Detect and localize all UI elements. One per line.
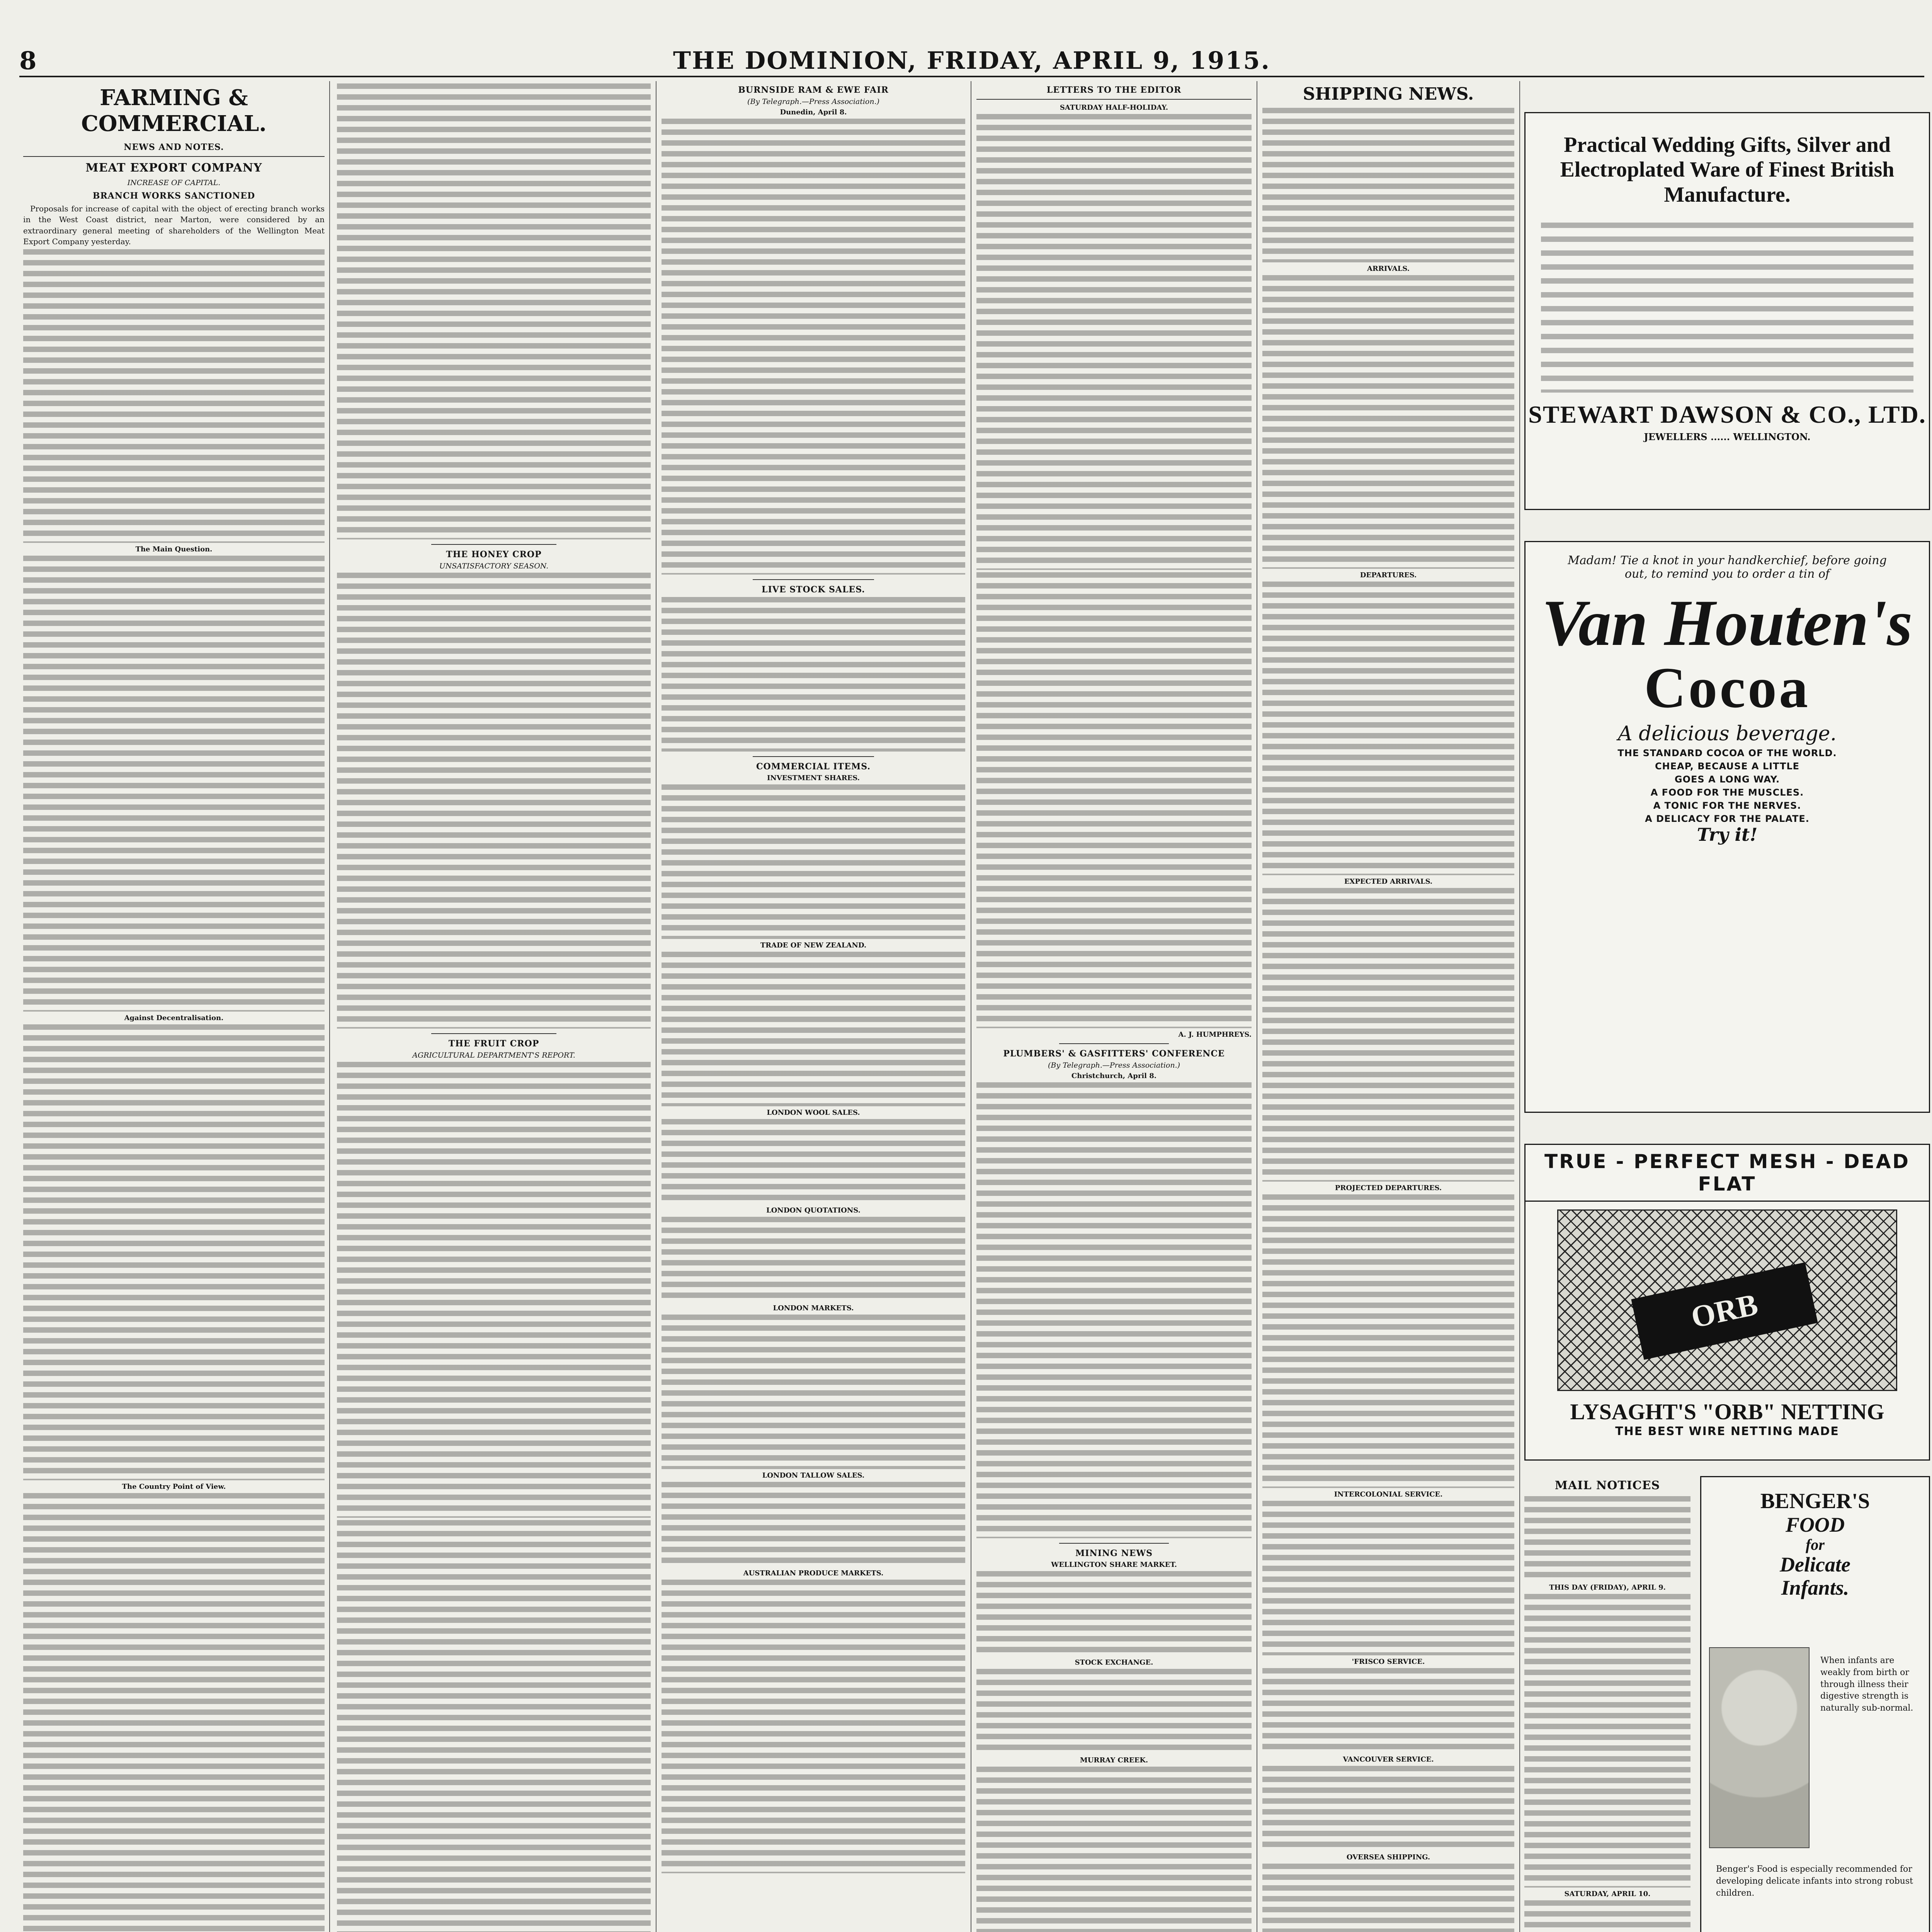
section-title: FARMING & COMMERCIAL. <box>81 85 267 137</box>
subheadline: SATURDAY, APRIL 10. <box>1564 1889 1651 1898</box>
headline: PLUMBERS' & GASFITTERS' CONFERENCE <box>1003 1049 1225 1059</box>
subheadline: UNSATISFACTORY SEASON. <box>439 562 549 570</box>
article-text <box>337 83 651 539</box>
article-text <box>662 119 965 575</box>
ad-line: THE STANDARD COCOA OF THE WORLD. <box>1617 748 1837 759</box>
ad-line: CHEAP, BECAUSE A LITTLE <box>1655 761 1800 772</box>
nurse-illustration <box>1709 1647 1810 1848</box>
ad-line: GOES A LONG WAY. <box>1674 774 1780 785</box>
headline: LIVE STOCK SALES. <box>762 585 865 595</box>
tide-table <box>1262 108 1514 262</box>
headline: COMMERCIAL ITEMS. <box>756 762 871 772</box>
letter-text <box>976 114 1252 570</box>
column-letters <box>976 81 1252 1932</box>
headline: THE FRUIT CROP <box>448 1039 539 1049</box>
article-text <box>23 249 325 543</box>
subheadline: WELLINGTON SHARE MARKET. <box>1051 1561 1177 1569</box>
subheadline: LONDON WOOL SALES. <box>767 1109 860 1117</box>
subheadline: LONDON QUOTATIONS. <box>766 1206 861 1214</box>
masthead-rule <box>19 76 1924 77</box>
subheadline: MURRAY CREEK. <box>1080 1756 1148 1764</box>
mail-list <box>1524 1594 1690 1888</box>
ad-body-text <box>1541 223 1913 393</box>
subheadline: PROJECTED DEPARTURES. <box>1335 1184 1442 1192</box>
ad-line: A DELICACY FOR THE PALATE. <box>1645 813 1810 824</box>
share-list <box>662 784 965 939</box>
byline: (By Telegraph.—Press Association.) <box>747 97 880 106</box>
ad-call-to-action: Try it! <box>1697 824 1758 845</box>
article-lead: Proposals for increase of capital with the object of erecting branch works in the West Coast district, near Marton, were considered by an extraordinary general meeting of shareholders of the Wellington Meat Export Company yesterday. <box>23 204 325 247</box>
masthead <box>19 46 1924 73</box>
ad-brand: STEWART DAWSON & CO., LTD. <box>1528 401 1926 429</box>
ad-tagline: A delicious beverage. <box>1618 722 1837 745</box>
article-text <box>976 1669 1252 1754</box>
letter-text <box>976 572 1252 1028</box>
orb-logo: ORB <box>1631 1262 1818 1360</box>
subheadline: INVESTMENT SHARES. <box>767 774 860 782</box>
article-text <box>23 556 325 1012</box>
headline: THE HONEY CROP <box>446 549 542 560</box>
headline: SHIPPING NEWS. <box>1303 84 1474 104</box>
ad-headline: TRUE - PERFECT MESH - DEAD FLAT <box>1526 1145 1929 1202</box>
subheadline: ARRIVALS. <box>1367 265 1410 273</box>
newspaper-title: THE DOMINION, FRIDAY, APRIL 9, 1915. <box>673 46 1271 75</box>
headline: MAIL NOTICES <box>1554 1479 1660 1492</box>
shipping-list <box>1262 582 1514 875</box>
ad-script: Madam! Tie a knot in your handkerchief, before going out, to remind you to order a tin of <box>1568 554 1887 581</box>
column-commercial <box>662 81 965 1932</box>
subheadline: THIS DAY (FRIDAY), APRIL 9. <box>1549 1583 1666 1592</box>
ad-line: A FOOD FOR THE MUSCLES. <box>1650 787 1804 798</box>
news-label: NEWS AND NOTES. <box>124 142 224 153</box>
ad-body: When infants are weakly from birth or through illness their digestive strength is naturally sub-normal. <box>1820 1656 1913 1713</box>
article-text <box>662 1482 965 1567</box>
article-text <box>1524 1496 1690 1581</box>
ad-brand: LYSAGHT'S "ORB" NETTING <box>1570 1399 1884 1424</box>
byline: (By Telegraph.—Press Association.) <box>1048 1061 1180 1070</box>
subheadline: DEPARTURES. <box>1360 571 1417 579</box>
shipping-list <box>1262 1501 1514 1655</box>
headline: LETTERS TO THE EDITOR <box>1046 85 1182 95</box>
page-number: 8 <box>19 46 37 75</box>
column-rule <box>329 81 330 1932</box>
article-text <box>23 1493 325 1932</box>
subheadline: BRANCH WORKS SANCTIONED <box>92 190 255 201</box>
article-subhead: The Country Point of View. <box>122 1483 226 1491</box>
subheadline: 'FRISCO SERVICE. <box>1352 1658 1425 1666</box>
ad-product: FOOD <box>1785 1513 1845 1536</box>
shipping-list <box>1262 1766 1514 1851</box>
share-list <box>976 1571 1252 1656</box>
article-text <box>662 1119 965 1204</box>
ad-product: Cocoa <box>1644 655 1810 720</box>
ad-line: A TONIC FOR THE NERVES. <box>1653 800 1801 811</box>
subheadline: INCREASE OF CAPITAL. <box>127 178 221 187</box>
subheadline: AUSTRALIAN PRODUCE MARKETS. <box>743 1569 884 1577</box>
ad-word: for <box>1806 1536 1825 1554</box>
shipping-list <box>1262 888 1514 1182</box>
column-rule <box>1519 81 1520 1932</box>
mail-list <box>1524 1900 1690 1932</box>
article-subhead: The Main Question. <box>135 545 213 554</box>
article-text <box>976 1767 1252 1932</box>
signature: A. J. HUMPHREYS. <box>1178 1031 1252 1039</box>
ad-lysaght-netting <box>1524 1144 1930 1461</box>
ad-subline: THE BEST WIRE NETTING MADE <box>1615 1425 1839 1438</box>
headline: MEAT EXPORT COMPANY <box>85 161 262 175</box>
subheadline: VANCOUVER SERVICE. <box>1343 1755 1434 1764</box>
article-text <box>23 1024 325 1480</box>
column-mail <box>1524 1476 1690 1932</box>
ad-word: Delicate <box>1780 1553 1850 1577</box>
ad-subbrand: JEWELLERS ...... WELLINGTON. <box>1644 431 1811 443</box>
article-text <box>337 573 651 1029</box>
shipping-list <box>1262 1668 1514 1753</box>
ad-word: Infants. <box>1781 1576 1849 1599</box>
article-text <box>662 597 965 752</box>
ad-van-houten <box>1524 541 1930 1113</box>
ad-stewart-dawson <box>1524 112 1930 510</box>
ad-headline: Practical Wedding Gifts, Silver and Electroplated Ware of Finest British Manufacture. <box>1560 133 1895 207</box>
dateline: Christchurch, April 8. <box>1071 1072 1157 1080</box>
column-farming <box>23 81 325 1932</box>
subheadline: TRADE OF NEW ZEALAND. <box>760 941 867 949</box>
article-text <box>662 1315 965 1469</box>
subheadline: AGRICULTURAL DEPARTMENT'S REPORT. <box>412 1051 575 1060</box>
subheadline: OVERSEA SHIPPING. <box>1346 1853 1430 1861</box>
ad-brand: BENGER'S <box>1760 1489 1870 1513</box>
dateline: Dunedin, April 8. <box>780 108 847 116</box>
subheadline: INTERCOLONIAL SERVICE. <box>1334 1490 1443 1498</box>
subheadline: SATURDAY HALF-HOLIDAY. <box>1060 104 1168 112</box>
subheadline: EXPECTED ARRIVALS. <box>1344 878 1433 886</box>
article-text <box>662 952 965 1106</box>
article-text <box>662 1580 965 1873</box>
shipping-list <box>1262 275 1514 569</box>
article-text <box>662 1217 965 1302</box>
article-text <box>337 1062 651 1518</box>
article-text <box>976 1082 1252 1538</box>
headline: MINING NEWS <box>1075 1548 1153 1558</box>
ad-bengers-food <box>1700 1476 1930 1932</box>
subheadline: STOCK EXCHANGE. <box>1075 1658 1153 1667</box>
article-subhead: Against Decentralisation. <box>124 1014 224 1022</box>
column-honey-fruit <box>337 81 651 1932</box>
shipping-list <box>1262 1864 1514 1932</box>
ad-body: Benger's Food is especially recommended for developing delicate infants into strong robust children. <box>1716 1864 1913 1898</box>
column-shipping <box>1262 81 1514 1932</box>
subheadline: LONDON MARKETS. <box>773 1304 854 1312</box>
headline: BURNSIDE RAM & EWE FAIR <box>738 85 889 95</box>
wire-mesh-illustration <box>1557 1209 1897 1391</box>
shipping-list <box>1262 1194 1514 1488</box>
ad-brand: Van Houten's <box>1542 587 1913 659</box>
article-text <box>337 1520 651 1932</box>
subheadline: LONDON TALLOW SALES. <box>762 1471 865 1480</box>
